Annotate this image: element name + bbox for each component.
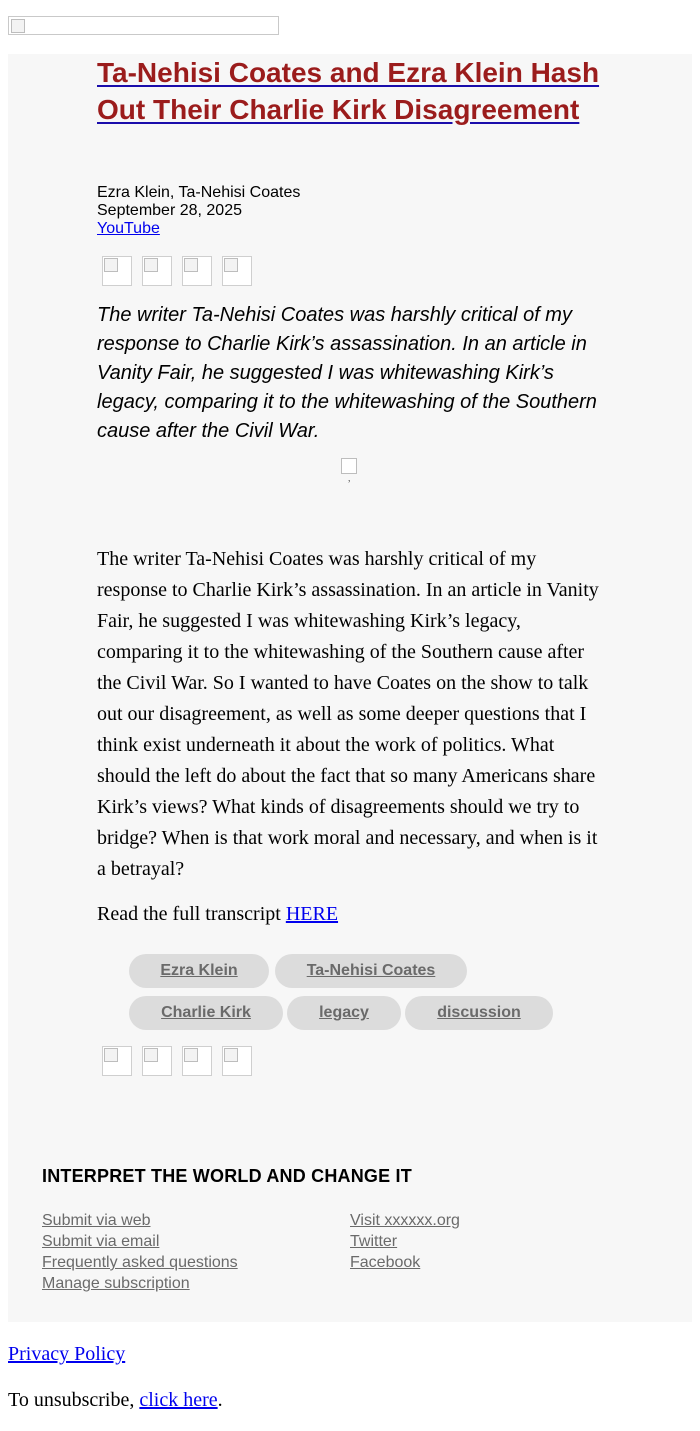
facebook-link[interactable]: Facebook <box>350 1254 421 1271</box>
share-icon-2[interactable] <box>142 1046 172 1076</box>
footer-links-right <box>350 1210 460 1273</box>
unsubscribe-link[interactable]: click here <box>139 1389 218 1411</box>
share-icon-1[interactable] <box>102 256 132 286</box>
article-authors: Ezra Klein, Ta-Nehisi Coates <box>97 184 301 201</box>
share-icon-4[interactable] <box>222 256 252 286</box>
image-caption: , <box>348 473 351 484</box>
article-meta <box>97 184 300 238</box>
submit-web-link[interactable]: Submit via web <box>42 1212 151 1229</box>
article-title-link[interactable]: Ta-Nehisi Coates and Ezra Klein Hash Out Their Charlie Kirk Disagreement <box>97 57 600 125</box>
article-image <box>341 458 357 488</box>
footer-links-left <box>42 1210 238 1294</box>
privacy-policy-link[interactable]: Privacy Policy <box>8 1343 126 1365</box>
submit-email-link[interactable]: Submit via email <box>42 1233 160 1250</box>
unsubscribe-line <box>8 1388 223 1412</box>
share-icon-3[interactable] <box>182 1046 212 1076</box>
share-icon-1[interactable] <box>102 1046 132 1076</box>
visit-site-link[interactable]: Visit xxxxxx.org <box>350 1212 460 1229</box>
share-icons-bottom <box>102 1046 252 1076</box>
share-icon-2[interactable] <box>142 256 172 286</box>
share-icon-3[interactable] <box>182 256 212 286</box>
broken-image-icon <box>341 458 357 474</box>
article-title <box>97 54 617 128</box>
read-full-transcript <box>97 900 338 928</box>
article-date: September 28, 2025 <box>97 202 242 219</box>
unsubscribe-suffix: . <box>217 1389 223 1411</box>
read-full-label: Read the full transcript <box>97 903 281 925</box>
tag-ezra-klein[interactable]: Ezra Klein <box>129 954 269 988</box>
tag-discussion[interactable]: discussion <box>405 996 553 1030</box>
header-banner-image <box>8 16 279 35</box>
article-summary: The writer Ta-Nehisi Coates was harshly critical of my response to Charlie Kirk’s assassination. In an article in Vanity Fair, he suggested I was whitewashing Kirk’s legacy, comparing it to the whitewashing of the Southern cause after the Civil War. <box>97 304 597 442</box>
unsubscribe-prefix: To unsubscribe, <box>8 1389 135 1411</box>
broken-image-icon <box>11 19 25 33</box>
newsletter-card <box>8 54 692 1322</box>
footer-title: INTERPRET THE WORLD AND CHANGE IT <box>42 1166 412 1186</box>
share-icon-4[interactable] <box>222 1046 252 1076</box>
read-full-link[interactable]: HERE <box>285 903 339 925</box>
tag-charlie-kirk[interactable]: Charlie Kirk <box>129 996 283 1030</box>
manage-subscription-link[interactable]: Manage subscription <box>42 1275 190 1292</box>
privacy-policy <box>8 1342 125 1366</box>
tag-ta-nehisi-coates[interactable]: Ta-Nehisi Coates <box>275 954 467 988</box>
tag-legacy[interactable]: legacy <box>287 996 401 1030</box>
faq-link[interactable]: Frequently asked questions <box>42 1254 238 1271</box>
share-icons-top <box>102 256 252 286</box>
source-link[interactable]: YouTube <box>97 220 160 237</box>
twitter-link[interactable]: Twitter <box>350 1233 398 1250</box>
article-body: The writer Ta-Nehisi Coates was harshly critical of my response to Charlie Kirk’s assassination. In an article in Vanity Fair, he suggested I was whitewashing Kirk’s legacy, comparing it to the whitewashing of the Southern cause after the Civil War. So I wanted to have Coates on the show to talk out our disagreement, as well as some deeper questions that I think exist underneath it about the work of politics. What should the left do about the fact that so many Americans share Kirk’s views? What kinds of disagreements should we try to bridge? When is that work moral and necessary, and when is it a betrayal? <box>97 548 599 880</box>
